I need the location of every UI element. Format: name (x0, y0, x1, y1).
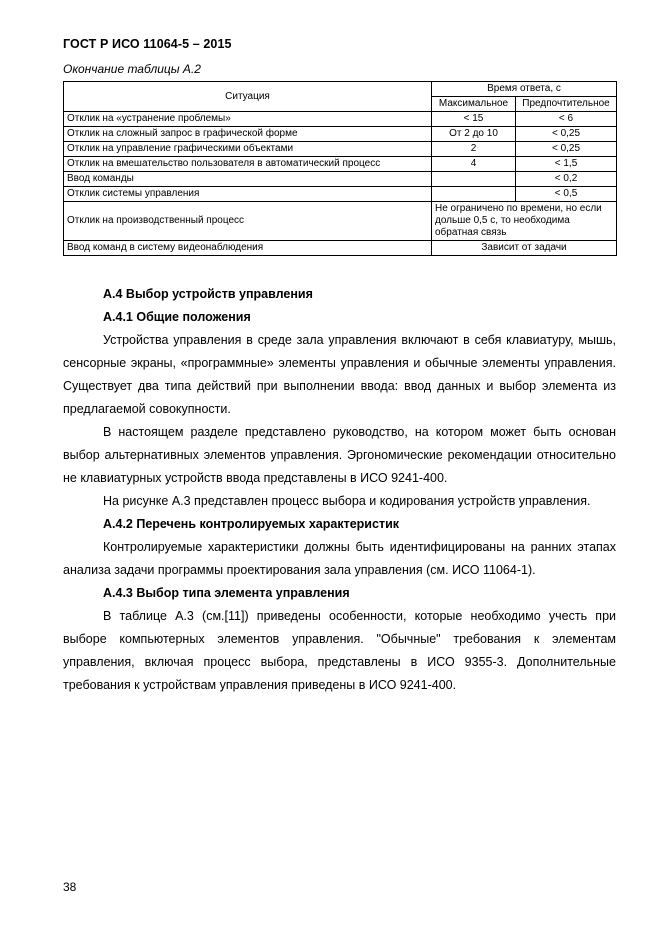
cell-situation: Отклик на сложный запрос в графической форме (64, 127, 432, 142)
cell-merged: Зависит от задачи (432, 241, 617, 256)
paragraph: На рисунке А.3 представлен процесс выбора и кодирования устройств управления. (103, 494, 591, 508)
document-header: ГОСТ Р ИСО 11064-5 – 2015 (63, 37, 232, 51)
table-row (64, 127, 617, 142)
cell-situation: Ввод команды (64, 172, 432, 187)
cell-preferred: < 6 (516, 112, 617, 127)
cell-situation: Отклик на управление графическими объектами (64, 142, 432, 157)
section-heading-a42: А.4.2 Перечень контролируемых характеристик (103, 517, 400, 531)
header-max: Максимальное (432, 97, 516, 112)
body-text (63, 283, 616, 697)
cell-situation: Отклик на производственный процесс (64, 202, 432, 241)
cell-preferred: < 0,25 (516, 127, 617, 142)
table-row (64, 172, 617, 187)
page-number: 38 (63, 880, 77, 894)
cell-situation: Отклик системы управления (64, 187, 432, 202)
cell-max (432, 187, 516, 202)
paragraph: Устройства управления в среде зала управления включают в себя клавиатуру, мышь, сенсорные экраны, «программные» элементы управления и обычные элементы управления. Существует два типа действий при выполнении ввода: ввод данных и выбор элемента из предлагаемой совокупности. (63, 333, 616, 416)
cell-max: 4 (432, 157, 516, 172)
table-row (64, 157, 617, 172)
cell-preferred: < 0,2 (516, 172, 617, 187)
cell-max (432, 172, 516, 187)
cell-situation: Отклик на «устранение проблемы» (64, 112, 432, 127)
table-row (64, 112, 617, 127)
cell-max: 2 (432, 142, 516, 157)
header-response-time: Время ответа, с (432, 82, 617, 97)
paragraph: В таблице А.3 (см.[11]) приведены особенности, которые необходимо учесть при выборе компьютерных элементов управления. "Обычные" требования к элементам управления, включая процесс выбора, представлены в ИСО 9355-3. Дополнительные требования к устройствам управления приведены в ИСО 9241-400. (63, 609, 616, 692)
cell-situation: Отклик на вмешательство пользователя в автоматический процесс (64, 157, 432, 172)
cell-preferred: < 0,25 (516, 142, 617, 157)
table-row (64, 241, 617, 256)
section-heading-a43: А.4.3 Выбор типа элемента управления (103, 586, 350, 600)
cell-preferred: < 0,5 (516, 187, 617, 202)
table-header-row (64, 82, 617, 97)
section-heading-a41: А.4.1 Общие положения (103, 310, 251, 324)
cell-situation: Ввод команд в систему видеонаблюдения (64, 241, 432, 256)
cell-max: От 2 до 10 (432, 127, 516, 142)
response-time-table (63, 81, 617, 256)
header-preferred: Предпочтительное (516, 97, 617, 112)
header-situation: Ситуация (64, 82, 432, 112)
section-heading-a4: А.4 Выбор устройств управления (103, 287, 313, 301)
paragraph: Контролируемые характеристики должны быть идентифицированы на ранних этапах анализа задачи программы проектирования зала управления (см. ИСО 11064-1). (63, 540, 616, 577)
cell-max: < 15 (432, 112, 516, 127)
table-row (64, 187, 617, 202)
cell-merged: Не ограничено по времени, но если дольше 0,5 с, то необходима обратная связь (432, 202, 617, 241)
paragraph: В настоящем разделе представлено руководство, на котором может быть основан выбор альтернативных элементов управления. Эргономические рекомендации относительно не клавиатурных устройств ввода представлены в ИСО 9241-400. (63, 425, 616, 485)
table-row (64, 202, 617, 241)
cell-preferred: < 1,5 (516, 157, 617, 172)
table-caption: Окончание таблицы А.2 (63, 62, 201, 76)
table-row (64, 142, 617, 157)
